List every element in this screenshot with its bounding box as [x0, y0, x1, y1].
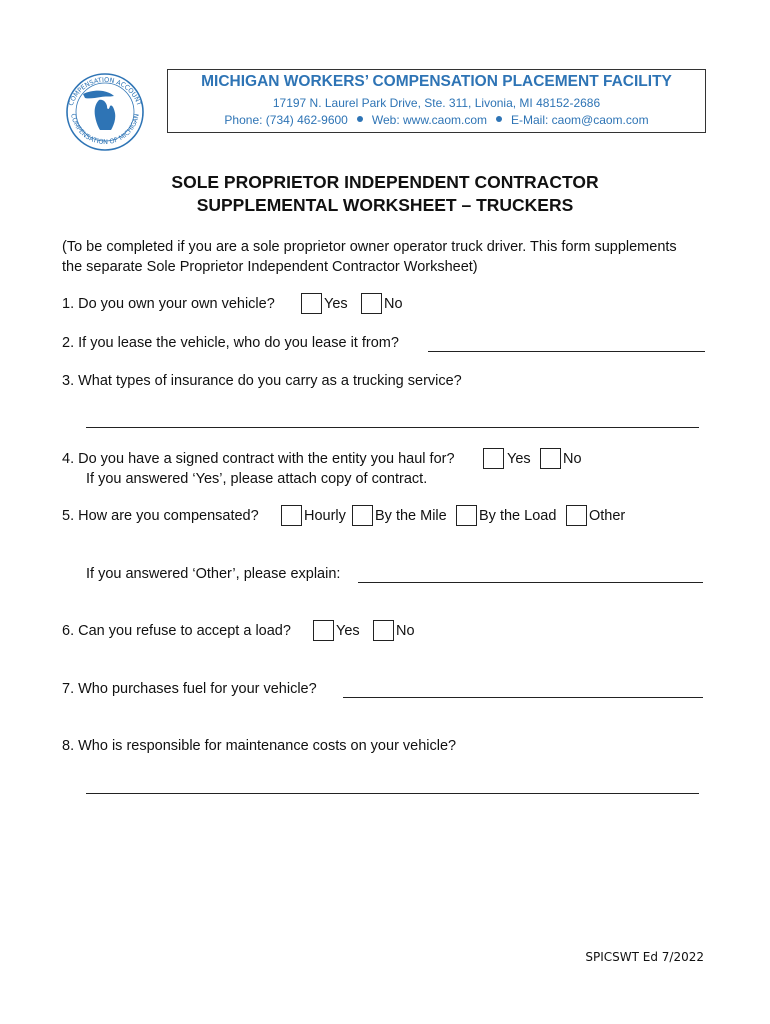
- q5-load-checkbox[interactable]: [456, 505, 477, 526]
- form-id: SPICSWT Ed 7/2022: [585, 950, 704, 964]
- q4-text: 4. Do you have a signed contract with the entity you haul for?: [62, 451, 455, 467]
- q4-yes-label: Yes: [507, 451, 531, 467]
- q5-other-answer-line[interactable]: [358, 582, 703, 583]
- q4-no-checkbox[interactable]: [540, 448, 561, 469]
- seal-top-text: COMPENSATION ACCOUNT: [66, 75, 144, 107]
- q1-text: 1. Do you own your own vehicle?: [62, 296, 275, 312]
- bullet-icon: [496, 116, 502, 122]
- header-box: [167, 69, 706, 133]
- q5-hourly-label: Hourly: [304, 508, 346, 524]
- seal-bottom-text: COMPENSATION OF MICHIGAN: [69, 112, 141, 147]
- q2-text: 2. If you lease the vehicle, who do you lease it from?: [62, 335, 399, 351]
- q5-mile-label: By the Mile: [375, 508, 447, 524]
- bullet-icon: [357, 116, 363, 122]
- intro-line-2: the separate Sole Proprietor Independent Contractor Worksheet): [62, 259, 478, 275]
- q5-hourly-checkbox[interactable]: [281, 505, 302, 526]
- michigan-map-icon: [95, 100, 116, 130]
- org-web[interactable]: Web: www.caom.com: [371, 113, 488, 127]
- page-subtitle: SUPPLEMENTAL WORKSHEET – TRUCKERS: [196, 195, 574, 215]
- q1-yes-label: Yes: [324, 296, 348, 312]
- q7-text: 7. Who purchases fuel for your vehicle?: [62, 681, 317, 697]
- q6-no-label: No: [396, 623, 415, 639]
- q6-text: 6. Can you refuse to accept a load?: [62, 623, 291, 639]
- q4-note: If you answered ‘Yes’, please attach copy of contract.: [86, 471, 428, 487]
- q5-text: 5. How are you compensated?: [62, 508, 259, 524]
- q4-yes-checkbox[interactable]: [483, 448, 504, 469]
- q3-answer-line[interactable]: [86, 427, 699, 428]
- q5-followup: If you answered ‘Other’, please explain:: [86, 566, 341, 582]
- q8-answer-line[interactable]: [86, 793, 699, 794]
- q5-load-label: By the Load: [479, 508, 557, 524]
- q5-other-checkbox[interactable]: [566, 505, 587, 526]
- org-name: MICHIGAN WORKERS’ COMPENSATION PLACEMENT FACILITY: [201, 73, 672, 90]
- q6-yes-label: Yes: [336, 623, 360, 639]
- q1-yes-checkbox[interactable]: [301, 293, 322, 314]
- q5-other-label: Other: [589, 508, 626, 524]
- q1-no-checkbox[interactable]: [361, 293, 382, 314]
- page-title: SOLE PROPRIETOR INDEPENDENT CONTRACTOR: [171, 172, 599, 192]
- org-address: 17197 N. Laurel Park Drive, Ste. 311, Livonia, MI 48152-2686: [272, 96, 601, 110]
- q7-answer-line[interactable]: [343, 697, 703, 698]
- q6-no-checkbox[interactable]: [373, 620, 394, 641]
- org-email[interactable]: E-Mail: caom@caom.com: [511, 113, 649, 127]
- q4-no-label: No: [563, 451, 582, 467]
- michigan-seal-logo: [59, 70, 151, 152]
- q3-text: 3. What types of insurance do you carry as a trucking service?: [62, 373, 462, 389]
- org-phone: Phone: (734) 462-9600: [224, 113, 348, 127]
- q5-mile-checkbox[interactable]: [352, 505, 373, 526]
- q8-text: 8. Who is responsible for maintenance costs on your vehicle?: [62, 738, 457, 754]
- org-contact: [168, 113, 705, 127]
- intro-line-1: (To be completed if you are a sole proprietor owner operator truck driver. This form supplements: [62, 239, 677, 255]
- q2-answer-line[interactable]: [428, 351, 705, 352]
- q6-yes-checkbox[interactable]: [313, 620, 334, 641]
- q1-no-label: No: [384, 296, 403, 312]
